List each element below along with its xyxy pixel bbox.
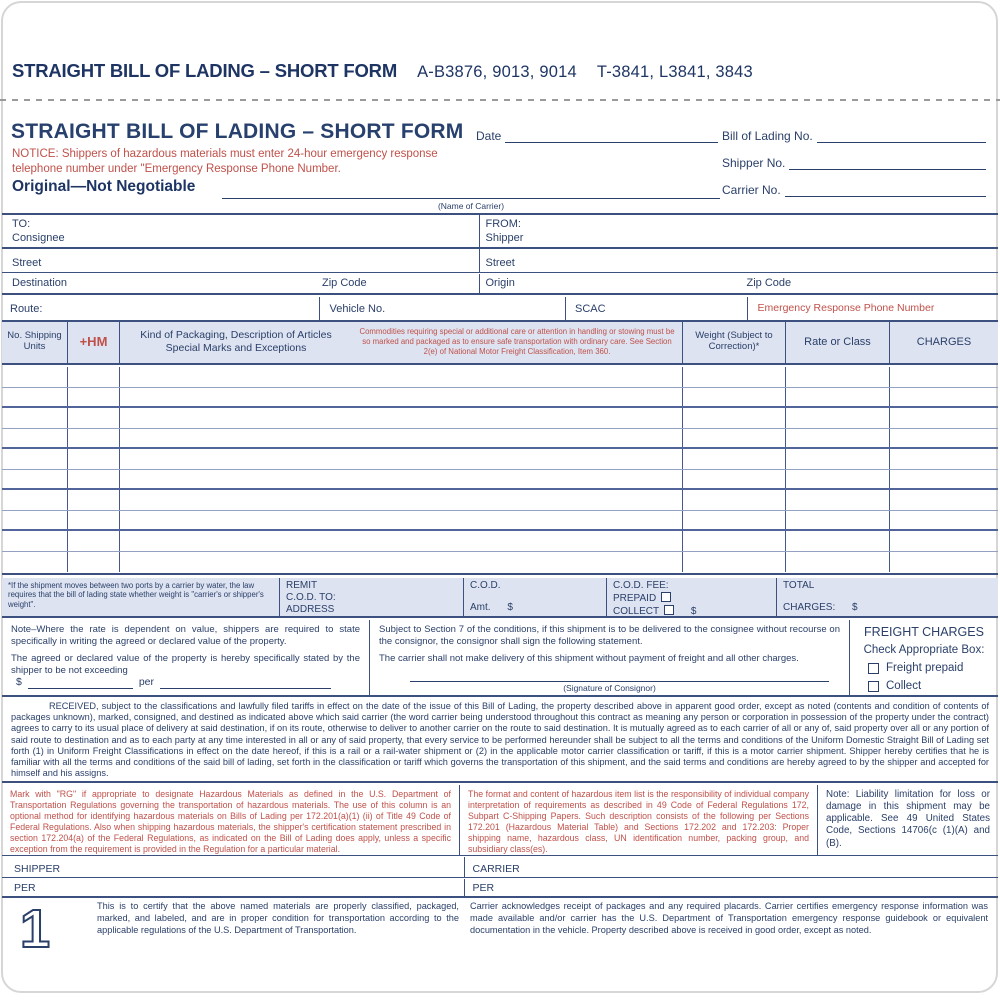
- shipper-label: Shipper: [485, 232, 524, 245]
- to-from-row: [2, 213, 998, 249]
- col-weight: Weight (Subject to Correction)*: [683, 322, 786, 363]
- origin-cell[interactable]: [482, 274, 999, 293]
- shipper-no-line[interactable]: [789, 155, 986, 170]
- col-description: [120, 322, 683, 363]
- carrier-no-field: [722, 182, 986, 197]
- table-row[interactable]: [2, 490, 998, 511]
- freight-prepaid-label: Freight prepaid: [886, 662, 964, 674]
- cod-fee-label: C.O.D. FEE:: [613, 579, 669, 591]
- carrier-no-label: Carrier No.: [722, 183, 781, 197]
- shipper-signature-cell[interactable]: [2, 857, 465, 877]
- remit-label: REMIT: [286, 579, 318, 591]
- value-per-line[interactable]: [160, 677, 331, 689]
- date-field: [476, 128, 718, 143]
- hazmat-format-note: The format and content of hazardous item list is the responsibility of individual company interpretation of requirements as described in 49 Code of Federal Regulations 172, Subpart C-Shipping Papers. Such description consists of the following per Sections 172.201 (Hazardous Material Table) and Sections 172.202 and 172.203: Proper shipping name, hazardous class, UN identification number, packing group, and subsidiary class(es).: [460, 785, 818, 855]
- declared-value-line: [16, 676, 331, 689]
- name-of-carrier-line[interactable]: [222, 184, 720, 199]
- route-cell[interactable]: [2, 297, 320, 320]
- total-charges-label: CHARGES:: [783, 601, 836, 613]
- declared-value-cell: [2, 620, 370, 695]
- street-row: [2, 249, 998, 273]
- total-dollar-sign: $: [852, 601, 858, 613]
- col-hm: +HM: [68, 322, 120, 363]
- date-label: Date: [476, 129, 502, 143]
- per-label: per: [138, 675, 155, 688]
- cod-band: [2, 578, 998, 618]
- top-strip: [12, 60, 988, 82]
- svg-text:1: 1: [19, 902, 51, 954]
- original-not-negotiable: Original—Not Negotiable: [12, 178, 196, 195]
- per-right-label: PER: [472, 882, 495, 894]
- vehicle-no-cell[interactable]: [322, 297, 566, 320]
- total-label: TOTAL: [783, 579, 815, 591]
- copy-number: [14, 902, 56, 959]
- scac-label: SCAC: [575, 302, 606, 315]
- table-row[interactable]: [2, 388, 998, 409]
- collect-label: COLLECT: [613, 605, 660, 617]
- amt-label: Amt.: [470, 601, 491, 613]
- value-section: [2, 620, 998, 697]
- freight-charges-cell: [850, 620, 998, 695]
- remit-cod-cell[interactable]: [280, 578, 464, 616]
- liability-note: Note: Liability limitation for loss or damage in this shipment may be applicable. See 49 United States Code, Sections 14706(c (1)(A) and (B).: [826, 789, 990, 849]
- per-left-label: PER: [14, 882, 36, 894]
- shipper-no-field: [722, 155, 986, 170]
- col-charges: CHARGES: [916, 335, 972, 348]
- consignor-signature-line[interactable]: [410, 681, 829, 682]
- form-title: STRAIGHT BILL OF LADING – SHORT FORM: [11, 120, 464, 143]
- description-header-text: Kind of Packaging, Description of Articles Special Marks and Exceptions: [140, 329, 332, 355]
- address-label: ADDRESS: [286, 603, 335, 615]
- per-left-cell[interactable]: [2, 879, 465, 896]
- cod-fee-cell: [607, 578, 777, 616]
- street-left-cell[interactable]: [2, 249, 480, 272]
- zip-code-right-label: Zip Code: [746, 277, 792, 290]
- total-charges-cell[interactable]: [777, 578, 998, 616]
- top-strip-form-numbers-a: A-B3876, 9013, 9014: [417, 63, 577, 81]
- emergency-response-label: Emergency Response Phone Number: [757, 302, 935, 315]
- per-right-cell[interactable]: [467, 879, 999, 896]
- to-label: TO:: [12, 218, 31, 230]
- table-row[interactable]: [2, 449, 998, 470]
- top-strip-form-numbers-b: T-3841, L3841, 3843: [596, 63, 753, 81]
- carrier-signature-cell[interactable]: [467, 857, 999, 877]
- perforation-line: [0, 99, 1000, 101]
- scac-cell[interactable]: [567, 297, 748, 320]
- emergency-response-cell[interactable]: [750, 297, 999, 320]
- zip-code-left-label: Zip Code: [322, 277, 367, 290]
- fee-dollar-sign: $: [690, 605, 697, 617]
- table-row[interactable]: [2, 531, 998, 552]
- destination-cell[interactable]: [2, 274, 480, 293]
- check-appropriate-box-label: Check Appropriate Box:: [863, 643, 985, 656]
- from-label: FROM:: [485, 218, 521, 230]
- copy-number-outline-digit: [14, 902, 56, 954]
- table-row[interactable]: [2, 511, 998, 532]
- bill-of-lading-no-label: Bill of Lading No.: [722, 129, 813, 143]
- prepaid-label: PREPAID: [613, 592, 657, 604]
- street-left-label: Street: [12, 256, 42, 269]
- freight-prepaid-checkbox[interactable]: [868, 663, 879, 674]
- street-right-cell[interactable]: [482, 249, 999, 272]
- shipper-label: SHIPPER: [14, 862, 61, 875]
- table-row[interactable]: [2, 429, 998, 450]
- hazmat-notice: NOTICE: Shippers of hazardous materials must enter 24-hour emergency response telephone number under "Emergency Response Phone Number.: [12, 148, 438, 175]
- cod-to-label: C.O.D. TO:: [286, 591, 336, 603]
- section7-paragraph-2: The carrier shall not make delivery of this shipment without payment of freight and all other charges.: [379, 652, 799, 664]
- consignee-label: Consignee: [12, 232, 65, 245]
- section7-paragraph-1: Subject to Section 7 of the conditions, if this shipment is to be delivered to the consignee without recourse on the consignor, the consignor shall sign the following statement.: [379, 624, 840, 647]
- per-row: [2, 879, 998, 898]
- shipper-cell[interactable]: [482, 215, 999, 247]
- col-rate-or-class: Rate or Class: [786, 322, 890, 363]
- bill-of-lading-no-field: [722, 128, 986, 143]
- amt-dollar-sign: $: [507, 601, 513, 613]
- carrier-no-line[interactable]: [785, 182, 986, 197]
- shipper-no-label: Shipper No.: [722, 156, 786, 170]
- shipper-certification-text: This is to certify that the above named materials are properly classified, packaged, marked, and labeled, and are in proper condition for transportation according to the applicable regulations of the U.S. Department of Transportation.: [97, 901, 459, 935]
- water-shipment-note: *If the shipment moves between two ports by a carrier by water, the law requires that the bill of lading state whether weight is "carrier's or shipper's weight".: [2, 578, 280, 616]
- freight-charges-title: FREIGHT CHARGES: [864, 625, 984, 639]
- carrier-acknowledgement-text: Carrier acknowledges receipt of packages and any required placards. Carrier certifies emergency response information was made available and/or carrier has the U.S. Department of Transportation emergency response guidebook or equivalent documentation in the vehicle. Property described above is received in good order, except as noted.: [470, 901, 988, 935]
- bill-of-lading-no-line[interactable]: [817, 128, 986, 143]
- value-note-2: The agreed or declared value of the property is hereby specifically stated by the shipper to be not exceeding: [11, 652, 360, 676]
- destination-origin-row: [2, 274, 998, 295]
- prepaid-checkbox[interactable]: [661, 592, 671, 602]
- consignee-cell[interactable]: [2, 215, 480, 247]
- hazmat-notes-row: [2, 785, 998, 856]
- date-line[interactable]: [505, 128, 718, 143]
- street-right-label: Street: [485, 256, 515, 269]
- description-header-note: Commodities requiring special or additional care or attention in handling or stowing must be so marked and packaged as to ensure safe transportation with ordinary care. See Section 2(e) of National Motor Freight Classification, Item 360.: [359, 327, 675, 357]
- table-row[interactable]: [2, 408, 998, 429]
- route-row: [2, 297, 998, 320]
- collect-option-label: Collect: [886, 680, 922, 693]
- dollar-sign: $: [16, 675, 22, 688]
- collect-option-checkbox[interactable]: [868, 681, 879, 692]
- rg-hazmat-note: Mark with "RG" if appropriate to designate Hazardous Materials as defined in the U.S. Department of Transportation Regulations governing the transportation of hazardous materials. The use of this column is an optional method for identifying hazardous materials on Bills of Lading per 172.201(a)(1) (ii) of Title 49 Code of Federal Regulations. Also when shipping hazardous materials, the shipper's certification statement prescribed in section 172.204(a) of the Federal Regulations, as indicated on the Bill of Lading does apply, unless a specific exception from the requirement is provided in the Regulation for a particular material.: [2, 785, 460, 855]
- carrier-label: CARRIER: [472, 862, 520, 875]
- table-row[interactable]: [2, 367, 998, 388]
- table-body[interactable]: [2, 367, 998, 575]
- vehicle-no-label: Vehicle No.: [329, 302, 386, 315]
- col-shipping-units: No. Shipping Units: [2, 322, 68, 363]
- collect-checkbox[interactable]: [664, 605, 674, 615]
- value-amount-line[interactable]: [28, 677, 133, 689]
- received-terms-paragraph: RECEIVED, subject to the classifications and lawfully filed tariffs in effect on the date of the issue of this Bill of Lading, the property described above in apparent good order, except as noted (contents and condition of contents of packages unknown), marked, consigned, and destined as indicated above which said carrier (the word carrier being understood throughout this contract as meaning any person or corporation in possession of the property under the contract) agrees to carry to its usual place of delivery at said destination, if on its route, otherwise to deliver to another carrier on the route to said destination. It is mutually agreed as to each carrier of all or any of, said property over all or any portion of said route to destination and as to each party at any time interested in all or any of said property, that every service to be performed hereunder shall be subject to all the terms and conditions of the Uniform Domestic Straight Bill of Lading set forth (1) in Uniform Freight Classifications in effect on the date hereof, if this is a rail or a rail-water shipment or (2) in the applicable motor carrier classification or tariff, if this is a motor carrier shipment. Shipper hereby certifies that he is familiar with all the terms and conditions of the said bill of lading, set forth in the classification or tariff which governs the transportation of this shipment, and the said terms and conditions are hereby agreed to by the shipper and accepted for himself and his assigns.: [2, 697, 998, 783]
- cod-amount-cell[interactable]: [464, 578, 607, 616]
- name-of-carrier-label: (Name of Carrier): [437, 201, 505, 211]
- section7-cell: [370, 620, 850, 695]
- destination-label: Destination: [12, 277, 68, 290]
- cod-label: C.O.D.: [470, 579, 501, 591]
- top-strip-title: STRAIGHT BILL OF LADING – SHORT FORM: [12, 60, 398, 81]
- route-label: Route:: [10, 302, 43, 315]
- value-note-1: Note–Where the rate is dependent on value, shippers are required to state specifically in writing the agreed or declared value of the property.: [11, 624, 360, 647]
- origin-label: Origin: [485, 277, 515, 290]
- shipper-carrier-row: [2, 857, 998, 878]
- table-header: [2, 320, 998, 365]
- table-row[interactable]: [2, 470, 998, 491]
- table-row[interactable]: [2, 552, 998, 573]
- consignor-signature-label: (Signature of Consignor): [563, 683, 656, 694]
